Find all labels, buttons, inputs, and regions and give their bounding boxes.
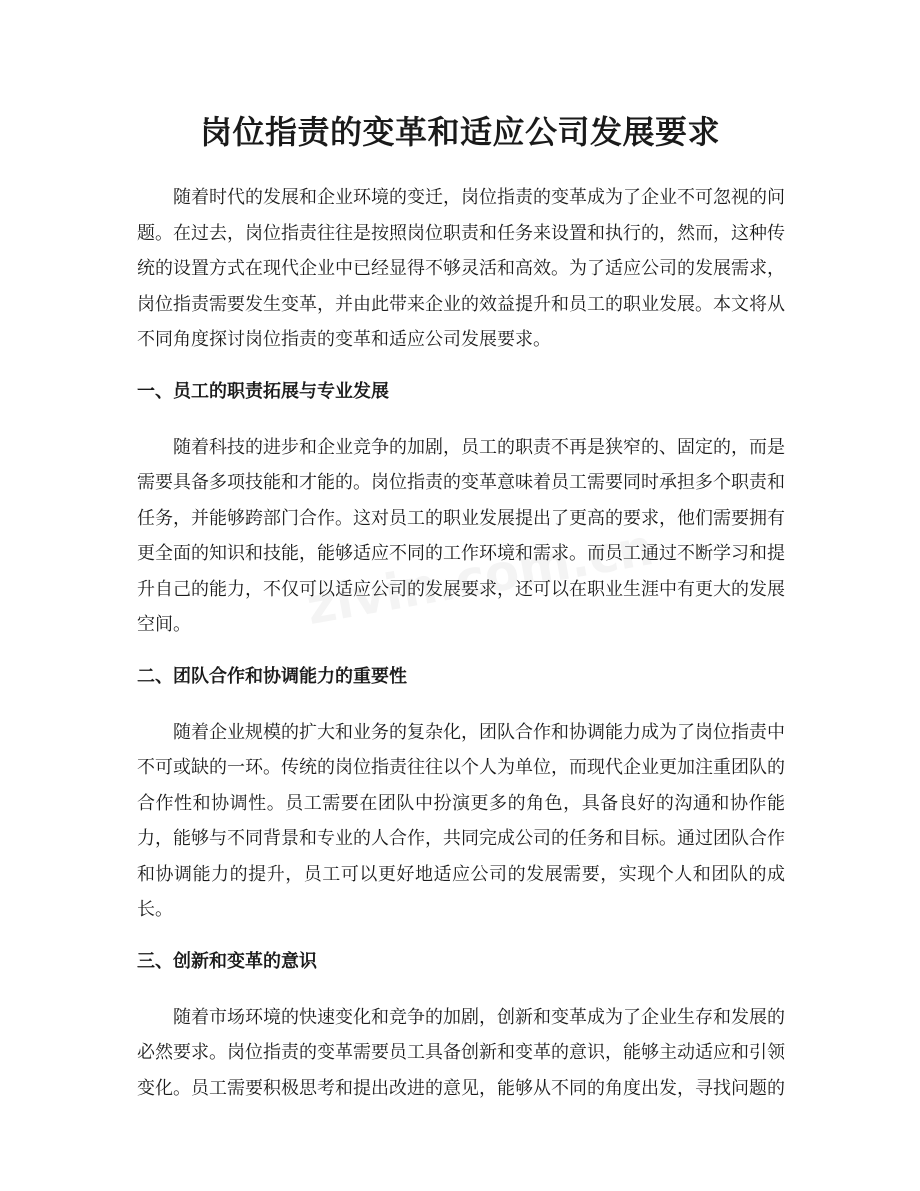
section-heading-3: 三、创新和变革的意识 xyxy=(137,950,317,972)
section-heading-2: 二、团队合作和协调能力的重要性 xyxy=(137,665,407,687)
section-paragraph-1: 随着科技的进步和企业竞争的加剧，员工的职责不再是狭窄的、固定的，而是需要具备多项技能和才能的。岗位指责的变革意味着员工需要同时承担多个职责和任务，并能够跨部门合作。这对员工的职业发展提出了更高的要求，他们需要拥有更全面的知识和技能，能够适应不同的工作环境和需求。而员工通过不断学习和提升自己的能力，不仅可以适应公司的发展要求，还可以在职业生涯中有更大的发展空间。 xyxy=(137,436,785,635)
document-title: 岗位指责的变革和适应公司发展要求 xyxy=(199,113,720,151)
section-paragraph-3: 随着市场环境的快速变化和竞争的加剧，创新和变革成为了企业生存和发展的必然要求。岗位指责的变革需要员工具备创新和变革的意识，能够主动适应和引领变化。员工需要积极思考和提出改进的意见，能够从不同的角度出发，寻找问题的 xyxy=(137,1006,785,1099)
section-paragraph-2: 随着企业规模的扩大和业务的复杂化，团队合作和协调能力成为了岗位指责中不可或缺的一环。传统的岗位指责往往以个人为单位，而现代企业更加注重团队的合作性和协调性。员工需要在团队中扮演更多的角色，具备良好的沟通和协作能力，能够与不同背景和专业的人合作，共同完成公司的任务和目标。通过团队合作和协调能力的提升，员工可以更好地适应公司的发展需要，实现个人和团队的成长。 xyxy=(137,721,785,920)
document-body xyxy=(137,180,785,1126)
section-heading-1: 一、员工的职责拓展与专业发展 xyxy=(137,380,389,402)
intro-paragraph: 随着时代的发展和企业环境的变迁，岗位指责的变革成为了企业不可忽视的问题。在过去，岗位指责往往是按照岗位职责和任务来设置和执行的，然而，这种传统的设置方式在现代企业中已经显得不够灵活和高效。为了适应公司的发展需求，岗位指责需要发生变革，并由此带来企业的效益提升和员工的职业发展。本文将从不同角度探讨岗位指责的变革和适应公司发展要求。 xyxy=(137,187,785,350)
